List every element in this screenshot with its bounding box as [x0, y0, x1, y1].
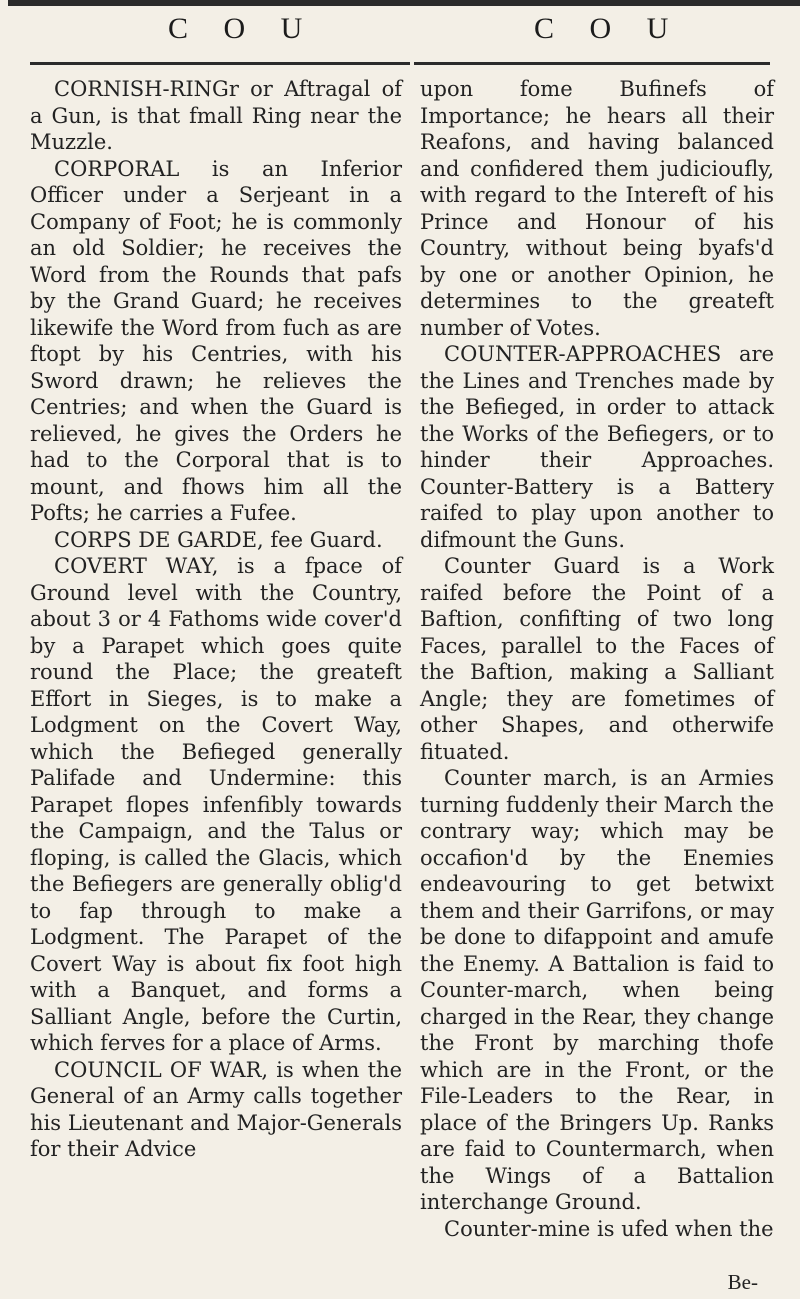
right-column	[420, 76, 774, 1242]
entry-counter-guard: Counter Guard is a Work raifed before the Point of a Baftion, confifting of two long Faces, parallel to the Faces of the Baftion, making a Salliant Angle; they are fometimes of other Shapes, and otherwife fituated.	[420, 554, 774, 764]
entry-counter-approaches: COUNTER-APPROACHES are the Lines and Trenches made by the Befieged, in order to attack the Works of the Befiegers, or to hinder their Approaches. Counter-Battery is a Battery raifed to play upon another to difmount the Guns.	[420, 342, 774, 552]
entry-corporal: CORPORAL is an Inferior Officer under a Serjeant in a Company of Foot; he is commonly an old Soldier; he receives the Word from the Rounds that pafs by the Grand Guard; he receives likewife the Word from fuch as are ftopt by his Centries, with his Sword drawn; he relieves the Centries; and when the Guard is relieved, he gives the Orders he had to the Corporal that is to mount, and fhows him all the Pofts; he carries a Fufee.	[30, 156, 402, 525]
entry-counter-mine: Counter-mine is ufed when the	[444, 1216, 774, 1241]
header-rule-right	[414, 62, 770, 65]
catchword: Be-	[727, 1270, 758, 1294]
left-column	[30, 76, 402, 1163]
entry-cornish-ring: CORNISH-RINGr or Aftragal of a Gun, is that fmall Ring near the Muzzle.	[30, 77, 402, 154]
entry-council-of-war: COUNCIL OF WAR, is when the General of an Army calls together his Lieutenant and Major-Generals for their Advice	[30, 1057, 402, 1161]
entry-council-continued: upon fome Bufinefs of Importance; he hears all their Reafons, and having balanced and confidered them judicioufly, with regard to the Intereft of his Prince and Honour of his Country, without being byafs'd by one or another Opinion, he determines to the greateft number of Votes.	[420, 77, 774, 340]
header-rule-left	[30, 62, 410, 65]
entry-corps-de-garde: CORPS DE GARDE, fee Guard.	[54, 527, 383, 552]
entry-covert-way: COVERT WAY, is a fpace of Ground level with the Country, about 3 or 4 Fathoms wide cover'd by a Parapet which goes quite round the Place; the greateft Effort in Sieges, is to make a Lodgment on the Covert Way, which the Befieged generally Palifade and Undermine: this Parapet flopes infenfibly towards the Campaign, and the Talus or floping, is called the Glacis, which the Befiegers are generally oblig'd to fap through to make a Lodgment. The Parapet of the Covert Way is about fix foot high with a Banquet, and forms a Salliant Angle, before the Curtin, which ferves for a place of Arms.	[30, 554, 402, 1055]
top-border-rule	[8, 0, 800, 6]
entry-counter-march: Counter march, is an Armies turning fuddenly their March the contrary way; which may be occafion'd by the Enemies endeavouring to get betwixt them and their Garrifons, or may be done to difappoint and amufe the Enemy. A Battalion is faid to Counter-march, when being charged in the Rear, they change the Front by marching thofe which are in the Front, or the File-Leaders to the Rear, in place of the Bringers Up. Ranks are faid to Countermarch, when the Wings of a Battalion interchange Ground.	[420, 766, 774, 1214]
page-header	[0, 12, 800, 52]
running-head-right: C O U	[534, 12, 683, 45]
running-head-left: C O U	[168, 12, 317, 45]
